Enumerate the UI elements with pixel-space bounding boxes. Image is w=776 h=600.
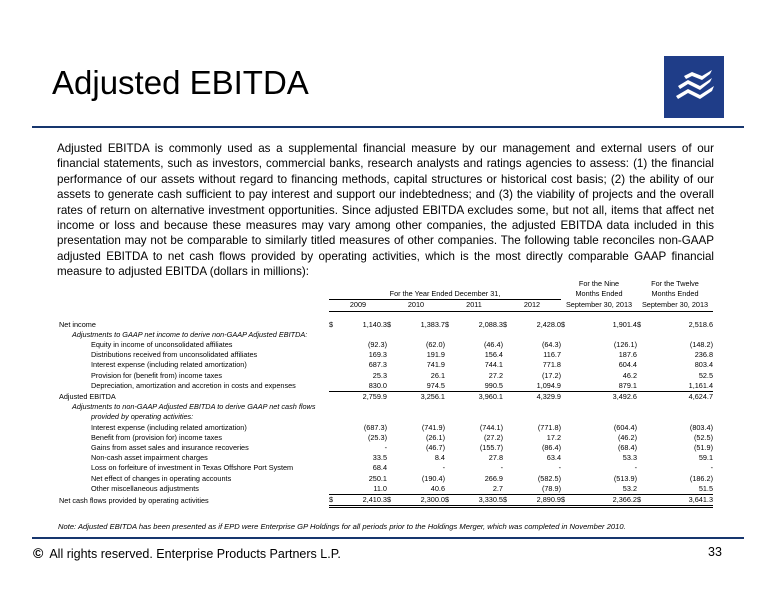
row-label: Adjustments to non-GAAP Adjusted EBITDA to derive GAAP net cash flows bbox=[72, 402, 316, 412]
currency-sign: $ bbox=[561, 495, 571, 507]
currency-sign: $ bbox=[445, 495, 455, 507]
cell-2010: 3,256.1 bbox=[420, 392, 445, 402]
cell-twelve-months: 4,624.7 bbox=[688, 392, 714, 402]
row-label: Net income bbox=[59, 319, 96, 329]
cell-2009: 250.1 bbox=[368, 473, 387, 483]
cell-2009: (25.3) bbox=[367, 432, 387, 442]
row-label: Benefit from (provision for) income taxes bbox=[91, 432, 222, 442]
cell-2009: 830.0 bbox=[339, 381, 387, 392]
row-label: Gains from asset sales and insurance recoveries bbox=[91, 443, 249, 453]
header-twelve-months-line2: Months Ended bbox=[651, 289, 699, 299]
header-twelve-months-line1: For the Twelve bbox=[651, 279, 699, 288]
cell-2010: (62.0) bbox=[425, 340, 445, 350]
cell-twelve-months: 51.5 bbox=[647, 484, 713, 495]
cell-2009: 25.3 bbox=[372, 370, 387, 380]
cell-2011: 3,330.5 bbox=[455, 495, 503, 507]
page-title: Adjusted EBITDA bbox=[52, 64, 309, 101]
row-label: Loss on forfeiture of investment in Texas Offshore Port System bbox=[91, 463, 294, 473]
cell-2009: - bbox=[384, 443, 387, 453]
currency-sign: $ bbox=[329, 495, 339, 507]
cell-2011: 2.7 bbox=[455, 484, 503, 495]
row-label: Interest expense (including related amortization) bbox=[91, 360, 247, 370]
column-header-2010: 2010 bbox=[387, 300, 445, 311]
table-section-header bbox=[59, 402, 713, 412]
currency-sign: $ bbox=[637, 495, 647, 507]
row-label: Adjustments to GAAP net income to derive non-GAAP Adjusted EBITDA: bbox=[72, 329, 308, 339]
cell-2011: 3,960.1 bbox=[478, 392, 503, 402]
currency-sign: $ bbox=[329, 319, 334, 329]
cell-nine-months: 53.3 bbox=[622, 453, 637, 463]
cell-2012: 17.2 bbox=[546, 432, 561, 442]
cell-2012: (64.3) bbox=[541, 340, 561, 350]
table-row bbox=[59, 340, 713, 350]
cell-2011: 990.5 bbox=[455, 381, 503, 392]
currency-sign: $ bbox=[387, 319, 392, 329]
cell-2011: (744.1) bbox=[479, 422, 503, 432]
cell-nine-months: 1,901.4 bbox=[612, 319, 637, 329]
table-row bbox=[59, 474, 713, 484]
cell-nine-months: 604.4 bbox=[618, 360, 637, 370]
currency-sign: $ bbox=[637, 319, 642, 329]
table-row-net-income bbox=[59, 320, 713, 330]
enterprise-wing-logo-icon bbox=[664, 56, 724, 118]
column-header-2009: 2009 bbox=[329, 300, 387, 311]
cell-nine-months: 46.2 bbox=[622, 370, 637, 380]
cell-twelve-months: 59.1 bbox=[698, 453, 714, 463]
row-label: Other miscellaneous adjustments bbox=[91, 484, 199, 494]
cell-2011: (46.4) bbox=[483, 340, 503, 350]
currency-sign: $ bbox=[561, 319, 566, 329]
cell-2012: 771.8 bbox=[542, 360, 561, 370]
table-row bbox=[59, 423, 713, 433]
cell-2012: 4,329.9 bbox=[536, 392, 561, 402]
column-header-2011: 2011 bbox=[445, 300, 503, 311]
cell-2012: 116.7 bbox=[543, 350, 561, 360]
cell-2012: (86.4) bbox=[541, 443, 561, 453]
cell-twelve-months: 803.4 bbox=[694, 360, 714, 370]
cell-nine-months: 2,366.2 bbox=[571, 495, 637, 507]
cell-nine-months: 879.1 bbox=[571, 381, 637, 392]
row-label: Net cash flows provided by operating activities bbox=[59, 495, 209, 505]
cell-2010: 741.9 bbox=[426, 360, 445, 370]
cell-twelve-months: (51.9) bbox=[693, 443, 714, 453]
row-label: Non-cash asset impairment charges bbox=[91, 453, 208, 463]
cell-2011: 266.9 bbox=[484, 473, 503, 483]
cell-2011: (27.2) bbox=[483, 432, 503, 442]
cell-2012: 2,428.0 bbox=[536, 319, 561, 329]
cell-twelve-months: (52.5) bbox=[693, 432, 714, 442]
page-number: 33 bbox=[708, 545, 722, 559]
table-row bbox=[59, 433, 713, 443]
cell-2009: 169.3 bbox=[368, 350, 387, 360]
cell-2009: 2,410.3 bbox=[339, 495, 387, 507]
cell-2011: 27.2 bbox=[488, 370, 503, 380]
footer bbox=[33, 545, 341, 561]
cell-nine-months: (46.2) bbox=[617, 432, 637, 442]
cell-twelve-months: 3,641.3 bbox=[647, 495, 713, 507]
cell-nine-months: (604.4) bbox=[613, 422, 637, 432]
cell-2011: 2,088.3 bbox=[478, 319, 503, 329]
footnote: Note: Adjusted EBITDA has been presented as if EPD were Enterprise GP Holdings for all periods prior to the Holdings Merger, which was completed in November 2010. bbox=[58, 522, 626, 531]
cell-2009: 11.0 bbox=[339, 484, 387, 495]
cell-2010: (190.4) bbox=[421, 473, 445, 483]
table-row bbox=[59, 463, 713, 473]
table-section-header bbox=[59, 412, 713, 422]
cell-nine-months: 187.6 bbox=[618, 350, 637, 360]
row-label: Net effect of changes in operating accounts bbox=[91, 473, 232, 483]
cell-2009: (92.3) bbox=[367, 340, 387, 350]
row-label: Interest expense (including related amortization) bbox=[91, 422, 247, 432]
cell-2011: - bbox=[500, 463, 503, 473]
cell-2010: 8.4 bbox=[434, 453, 445, 463]
row-label: provided by operating activities: bbox=[91, 412, 194, 422]
table-row-adjusted-ebitda bbox=[59, 392, 713, 403]
cell-2012: 1,094.9 bbox=[513, 381, 561, 392]
logo-mark bbox=[664, 56, 724, 118]
cell-twelve-months: 52.5 bbox=[698, 370, 714, 380]
cell-twelve-months: - bbox=[710, 463, 714, 473]
reconciliation-table bbox=[59, 279, 713, 508]
currency-sign: $ bbox=[387, 495, 397, 507]
table-row bbox=[59, 484, 713, 495]
row-label: Provision for (benefit from) income taxes bbox=[91, 370, 222, 380]
table-row bbox=[59, 381, 713, 392]
cell-2009: 2,759.9 bbox=[362, 392, 387, 402]
currency-sign: $ bbox=[445, 319, 450, 329]
cell-2012: 63.4 bbox=[546, 453, 561, 463]
cell-nine-months: (126.1) bbox=[613, 340, 637, 350]
header-divider bbox=[32, 126, 744, 128]
cell-2010: 974.5 bbox=[397, 381, 445, 392]
row-label: Equity in income of unconsolidated affiliates bbox=[91, 340, 233, 350]
column-header-twelve-months: September 30, 2013 bbox=[637, 300, 713, 311]
cell-2010: 26.1 bbox=[430, 370, 445, 380]
cell-2010: 191.9 bbox=[426, 350, 445, 360]
cell-2010: (46.7) bbox=[425, 443, 445, 453]
cell-2012: (17.2) bbox=[541, 370, 561, 380]
table-row bbox=[59, 443, 713, 453]
cell-2010: - bbox=[442, 463, 445, 473]
cell-twelve-months: 1,161.4 bbox=[647, 381, 713, 392]
copyright-icon: © bbox=[33, 545, 44, 561]
cell-nine-months: 53.2 bbox=[571, 484, 637, 495]
table-row bbox=[59, 350, 713, 360]
cell-nine-months: (68.4) bbox=[617, 443, 637, 453]
cell-2012: - bbox=[558, 463, 561, 473]
table-row bbox=[59, 360, 713, 370]
cell-2009: 33.5 bbox=[372, 453, 387, 463]
cell-twelve-months: 2,518.6 bbox=[688, 319, 714, 329]
row-label: Distributions received from unconsolidated affiliates bbox=[91, 350, 258, 360]
header-nine-months-line2: Months Ended bbox=[575, 289, 623, 299]
table-row bbox=[59, 453, 713, 463]
cell-2011: 744.1 bbox=[484, 360, 503, 370]
intro-paragraph: Adjusted EBITDA is commonly used as a supplemental financial measure by our management and external users of our financial statements, such as investors, commercial banks, research analysts and ratings agencies to assess: (1) the financial performance of our assets without regard to financing methods, capital structures or historical cost basis; (2) the ability of our assets to generate cash sufficient to pay interest and support our indebtedness; and (3) the viability of projects and the overall rates of return on alternative investment opportunities. Since adjusted EBITDA excludes some, but not all, items that affect net income or loss and because these measures may vary among other companies, the adjusted EBITDA data included in this presentation may not be comparable to similarly titled measures of other companies. The following table reconciles non-GAAP adjusted EBITDA to net cash flows provided by operating activities, which is the most directly comparable GAAP financial measure to adjusted EBITDA (dollars in millions): bbox=[57, 142, 714, 279]
column-header-nine-months: September 30, 2013 bbox=[561, 300, 637, 311]
footer-divider bbox=[32, 537, 744, 539]
header-year-ended: For the Year Ended December 31, bbox=[389, 289, 501, 299]
row-label: Depreciation, amortization and accretion in costs and expenses bbox=[91, 381, 296, 391]
table-section-header bbox=[59, 330, 713, 340]
header-nine-months-line1: For the Nine bbox=[578, 279, 620, 288]
cell-2011: 27.8 bbox=[488, 453, 503, 463]
cell-nine-months: (513.9) bbox=[613, 473, 637, 483]
cell-2012: (78.9) bbox=[513, 484, 561, 495]
table-row bbox=[59, 371, 713, 381]
row-label: Adjusted EBITDA bbox=[59, 391, 116, 401]
cell-2011: 156.4 bbox=[484, 350, 503, 360]
table-row-net-cash-flows bbox=[59, 495, 713, 507]
cell-2009: 68.4 bbox=[372, 463, 387, 473]
footer-text: All rights reserved. Enterprise Products Partners L.P. bbox=[49, 547, 341, 561]
cell-2010: 2,300.0 bbox=[397, 495, 445, 507]
cell-twelve-months: 236.8 bbox=[694, 350, 714, 360]
cell-2009: 687.3 bbox=[368, 360, 387, 370]
cell-2010: 1,383.7 bbox=[420, 319, 445, 329]
cell-2010: 40.6 bbox=[397, 484, 445, 495]
cell-2010: (741.9) bbox=[421, 422, 445, 432]
cell-nine-months: - bbox=[634, 463, 637, 473]
currency-sign: $ bbox=[503, 319, 508, 329]
cell-twelve-months: (186.2) bbox=[689, 473, 714, 483]
currency-sign: $ bbox=[503, 495, 513, 507]
cell-2010: (26.1) bbox=[425, 432, 445, 442]
cell-twelve-months: (803.4) bbox=[689, 422, 714, 432]
cell-2009: (687.3) bbox=[363, 422, 387, 432]
cell-2009: 1,140.3 bbox=[362, 319, 387, 329]
cell-2012: 2,890.9 bbox=[513, 495, 561, 507]
cell-2012: (582.5) bbox=[537, 473, 561, 483]
cell-nine-months: 3,492.6 bbox=[612, 392, 637, 402]
cell-2012: (771.8) bbox=[537, 422, 561, 432]
column-header-2012: 2012 bbox=[503, 300, 561, 311]
cell-twelve-months: (148.2) bbox=[689, 340, 714, 350]
cell-2011: (155.7) bbox=[479, 443, 503, 453]
